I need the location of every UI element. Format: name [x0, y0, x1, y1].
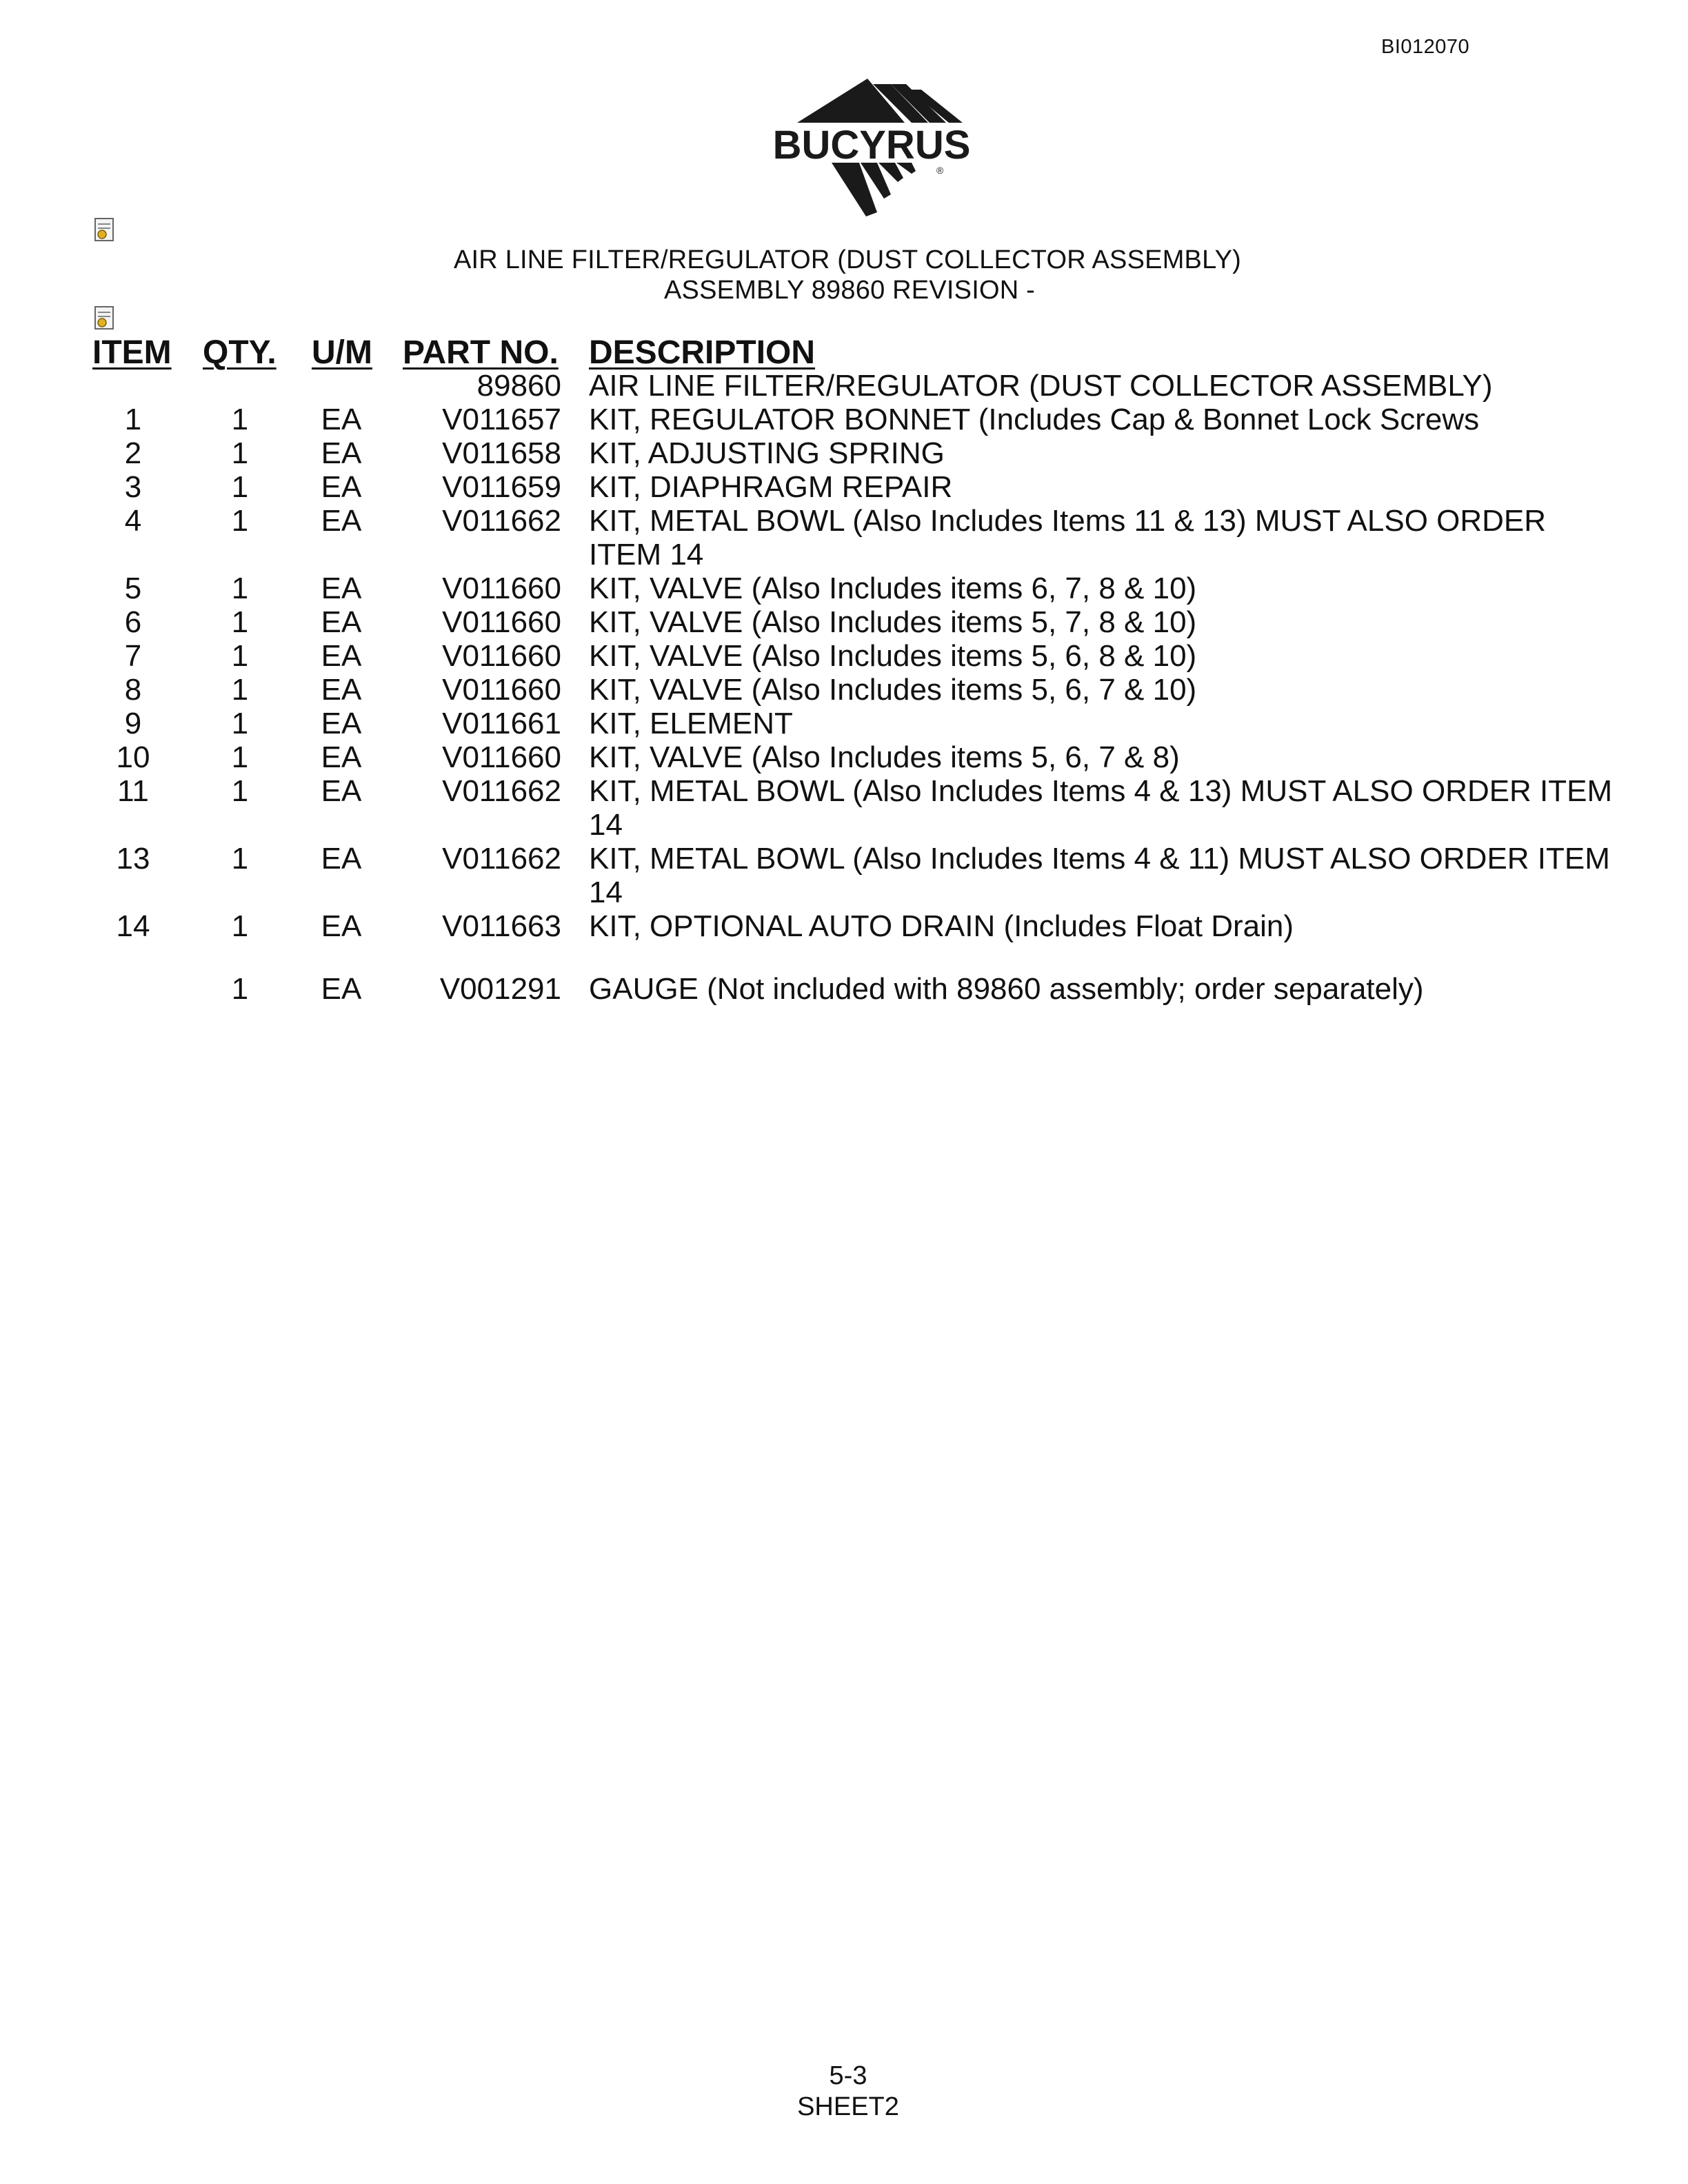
- cell-item: 3: [124, 470, 142, 504]
- table-row: [0, 436, 1688, 470]
- cell-qty: 1: [231, 673, 249, 707]
- cell-qty: 1: [231, 504, 249, 538]
- cell-part-no: 89860: [476, 369, 561, 403]
- table-row: [0, 504, 1688, 572]
- cell-um: EA: [321, 639, 362, 673]
- cell-um: EA: [321, 972, 362, 1006]
- table-row: [0, 740, 1688, 774]
- cell-part-no: V011660: [442, 572, 561, 605]
- cell-qty: 1: [231, 605, 249, 639]
- cell-um: EA: [321, 740, 362, 774]
- cell-description: KIT, VALVE (Also Includes items 5, 6, 7 & 8): [589, 740, 1180, 774]
- cell-um: EA: [321, 842, 362, 876]
- header-item: ITEM: [92, 334, 172, 371]
- cell-part-no: V011659: [442, 470, 561, 504]
- table-row: [0, 707, 1688, 740]
- cell-um: EA: [321, 470, 362, 504]
- table-row: [0, 673, 1688, 707]
- cell-description: KIT, METAL BOWL (Also Includes Items 4 & 13) MUST ALSO ORDER ITEM 14: [589, 774, 1613, 842]
- cell-part-no: V011663: [442, 909, 561, 943]
- cell-item: 4: [124, 504, 142, 538]
- cell-qty: 1: [231, 842, 249, 876]
- cell-part-no: V011660: [442, 605, 561, 639]
- cell-description: GAUGE (Not included with 89860 assembly; order separately): [589, 972, 1424, 1006]
- cell-part-no: V011660: [442, 673, 561, 707]
- page-number: 5-3: [829, 2061, 867, 2090]
- cell-part-no: V011660: [442, 639, 561, 673]
- cell-part-no: V011661: [442, 707, 561, 740]
- cell-item: 14: [116, 909, 150, 943]
- cell-item: 6: [124, 605, 142, 639]
- cell-um: EA: [321, 436, 362, 470]
- cell-description: KIT, METAL BOWL (Also Includes Items 11 & 13) MUST ALSO ORDER ITEM 14: [589, 504, 1547, 572]
- cell-part-no: V011662: [442, 842, 561, 876]
- cell-um: EA: [321, 605, 362, 639]
- table-row: [0, 909, 1688, 943]
- page-title: AIR LINE FILTER/REGULATOR (DUST COLLECTOR ASSEMBLY): [453, 245, 1242, 274]
- document-link-icon[interactable]: [91, 305, 119, 332]
- cell-qty: 1: [231, 470, 249, 504]
- cell-qty: 1: [231, 403, 249, 436]
- table-row: [0, 774, 1688, 842]
- cell-description: KIT, ELEMENT: [589, 707, 793, 740]
- cell-description: KIT, REGULATOR BONNET (Includes Cap & Bonnet Lock Screws: [589, 403, 1480, 436]
- logo-text: BUCYRUS: [772, 123, 971, 168]
- table-row: [0, 369, 1688, 403]
- header-part-no: PART NO.: [403, 334, 559, 371]
- document-id: BI012070: [1381, 36, 1470, 58]
- cell-description: KIT, VALVE (Also Includes items 5, 6, 7 & 10): [589, 673, 1197, 707]
- cell-description: KIT, METAL BOWL (Also Includes Items 4 & 11) MUST ALSO ORDER ITEM 14: [589, 842, 1610, 909]
- cell-qty: 1: [231, 972, 249, 1006]
- cell-um: EA: [321, 572, 362, 605]
- cell-description: KIT, VALVE (Also Includes items 6, 7, 8 & 10): [589, 572, 1197, 605]
- cell-um: EA: [321, 909, 362, 943]
- header-um: U/M: [312, 334, 372, 371]
- cell-um: EA: [321, 774, 362, 808]
- registered-mark: ®: [936, 165, 944, 176]
- cell-um: EA: [321, 504, 362, 538]
- header-description: DESCRIPTION: [589, 334, 816, 371]
- cell-item: 5: [124, 572, 142, 605]
- cell-part-no: V011658: [442, 436, 561, 470]
- table-row: [0, 572, 1688, 605]
- cell-qty: 1: [231, 436, 249, 470]
- cell-qty: 1: [231, 639, 249, 673]
- cell-qty: 1: [231, 909, 249, 943]
- cell-description: KIT, VALVE (Also Includes items 5, 7, 8 & 10): [589, 605, 1197, 639]
- parts-table: [0, 369, 1688, 1006]
- cell-um: EA: [321, 673, 362, 707]
- sheet-label: SHEET2: [797, 2092, 899, 2121]
- cell-um: EA: [321, 707, 362, 740]
- cell-item: 11: [117, 774, 149, 808]
- cell-part-no: V011660: [442, 740, 561, 774]
- bucyrus-logo: [756, 74, 987, 221]
- table-row: [0, 639, 1688, 673]
- cell-qty: 1: [231, 572, 249, 605]
- cell-item: 1: [124, 403, 142, 436]
- cell-item: 9: [124, 707, 142, 740]
- table-row: [0, 972, 1688, 1006]
- table-row: [0, 403, 1688, 436]
- cell-part-no: V011662: [442, 504, 561, 538]
- cell-description: KIT, VALVE (Also Includes items 5, 6, 8 & 10): [589, 639, 1197, 673]
- cell-description: KIT, DIAPHRAGM REPAIR: [589, 470, 953, 504]
- header-qty: QTY.: [203, 334, 277, 371]
- cell-qty: 1: [231, 740, 249, 774]
- cell-item: 10: [116, 740, 150, 774]
- cell-qty: 1: [231, 774, 249, 808]
- cell-description: KIT, ADJUSTING SPRING: [589, 436, 945, 470]
- cell-item: 2: [124, 436, 142, 470]
- cell-um: EA: [321, 403, 362, 436]
- cell-description: AIR LINE FILTER/REGULATOR (DUST COLLECTOR ASSEMBLY): [589, 369, 1493, 403]
- cell-item: 13: [116, 842, 150, 876]
- cell-item: 7: [124, 639, 142, 673]
- cell-description: KIT, OPTIONAL AUTO DRAIN (Includes Float Drain): [589, 909, 1294, 943]
- table-row: [0, 605, 1688, 639]
- cell-part-no: V011662: [442, 774, 561, 808]
- cell-qty: 1: [231, 707, 249, 740]
- cell-part-no: V001291: [439, 972, 561, 1006]
- page-subtitle: ASSEMBLY 89860 REVISION -: [664, 276, 1035, 305]
- cell-part-no: V011657: [442, 403, 561, 436]
- document-link-icon[interactable]: [91, 216, 119, 244]
- table-row: [0, 470, 1688, 504]
- table-row: [0, 842, 1688, 909]
- cell-item: 8: [124, 673, 142, 707]
